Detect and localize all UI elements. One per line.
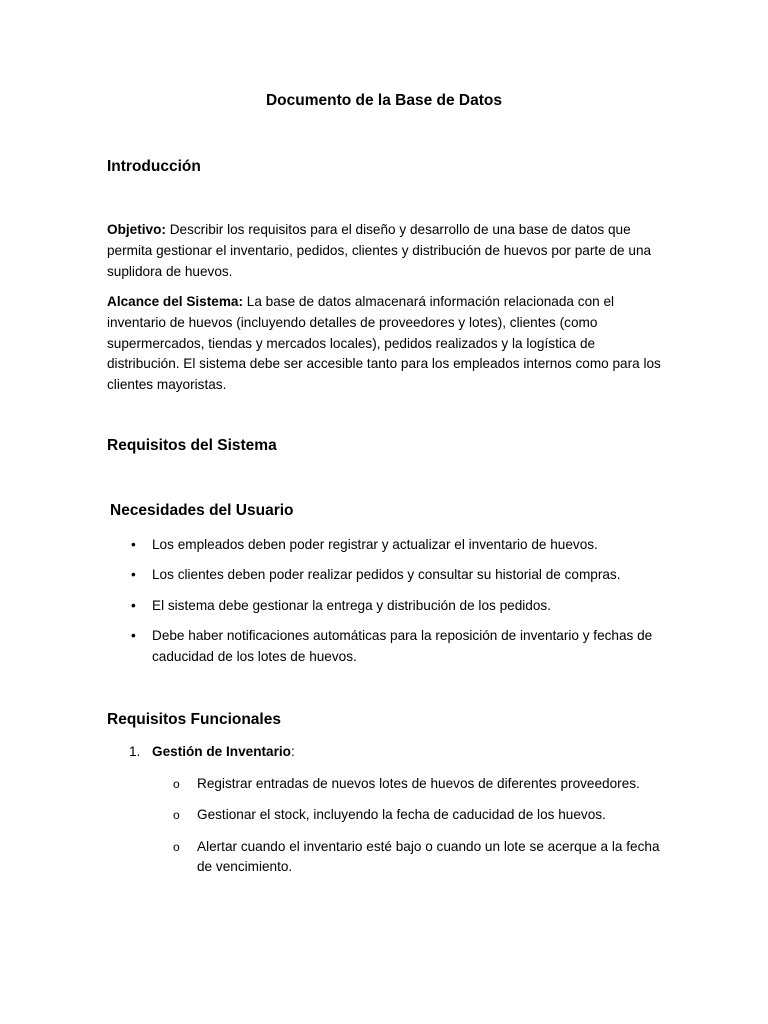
list-item [107,535,667,556]
bullet-marker: • [131,567,136,583]
bullet-marker: • [131,597,136,613]
necesidades-list [107,535,667,677]
sub-list-item-text: Gestionar el stock, incluyendo la fecha de caducidad de los huevos. [197,807,606,823]
sub-bullet-marker: o [173,839,180,854]
sub-list-item [152,774,662,795]
intro-heading: Introducción [107,158,201,175]
list-item-text: Los empleados deben poder registrar y actualizar el inventario de huevos. [152,537,598,552]
sub-list-item [152,837,662,879]
list-item [107,565,667,586]
numbered-item-label: Gestión de Inventario [152,744,291,759]
alcance-paragraph [107,292,662,396]
sub-bullet-marker: o [173,777,180,791]
document-title: Documento de la Base de Datos [265,92,502,109]
funcionales-list [107,742,667,763]
list-item [107,626,667,668]
objetivo-text: Describir los requisitos para el diseño y desarrollo de una base de datos que permita gestionar el inventario, pedidos, clientes y distribución de huevos por parte de una suplidora de huevos. [107,222,652,279]
requisitos-heading: Requisitos del Sistema [107,437,277,454]
list-item [107,596,667,617]
list-item-text: Debe haber notificaciones automáticas para la reposición de inventario y fechas de caducidad de los lotes de huevos. [152,627,653,664]
necesidades-heading: Necesidades del Usuario [110,502,294,519]
inventario-sublist [152,774,662,889]
alcance-label: Alcance del Sistema: [107,294,243,309]
objetivo-label: Objetivo: [107,222,166,237]
list-item-text: Los clientes deben poder realizar pedidos y consultar su historial de compras. [152,567,621,583]
numbered-item [107,742,667,763]
sub-bullet-marker: o [173,808,180,823]
bullet-marker: • [131,627,136,643]
bullet-marker: • [131,537,136,552]
sub-list-item-text: Registrar entradas de nuevos lotes de huevos de diferentes proveedores. [197,776,640,791]
sub-list-item [152,805,662,826]
alcance-text: La base de datos almacenará información relacionada con el inventario de huevos (incluyendo detalles de proveedores y lotes), clientes (como supermercados, tiendas y mercados locales), pedidos realizados y la logística de distribución. El sistema debe ser accesible tanto para los empleados internos como para los clientes mayoristas. [107,294,661,393]
sub-list-item-text: Alertar cuando el inventario esté bajo o cuando un lote se acerque a la fecha de vencimiento. [197,838,660,875]
list-item-text: El sistema debe gestionar la entrega y distribución de los pedidos. [152,597,551,613]
numbered-item-suffix: : [290,744,295,759]
funcionales-heading: Requisitos Funcionales [107,711,281,728]
item-number: 1. [129,744,141,759]
objetivo-paragraph [107,220,662,282]
